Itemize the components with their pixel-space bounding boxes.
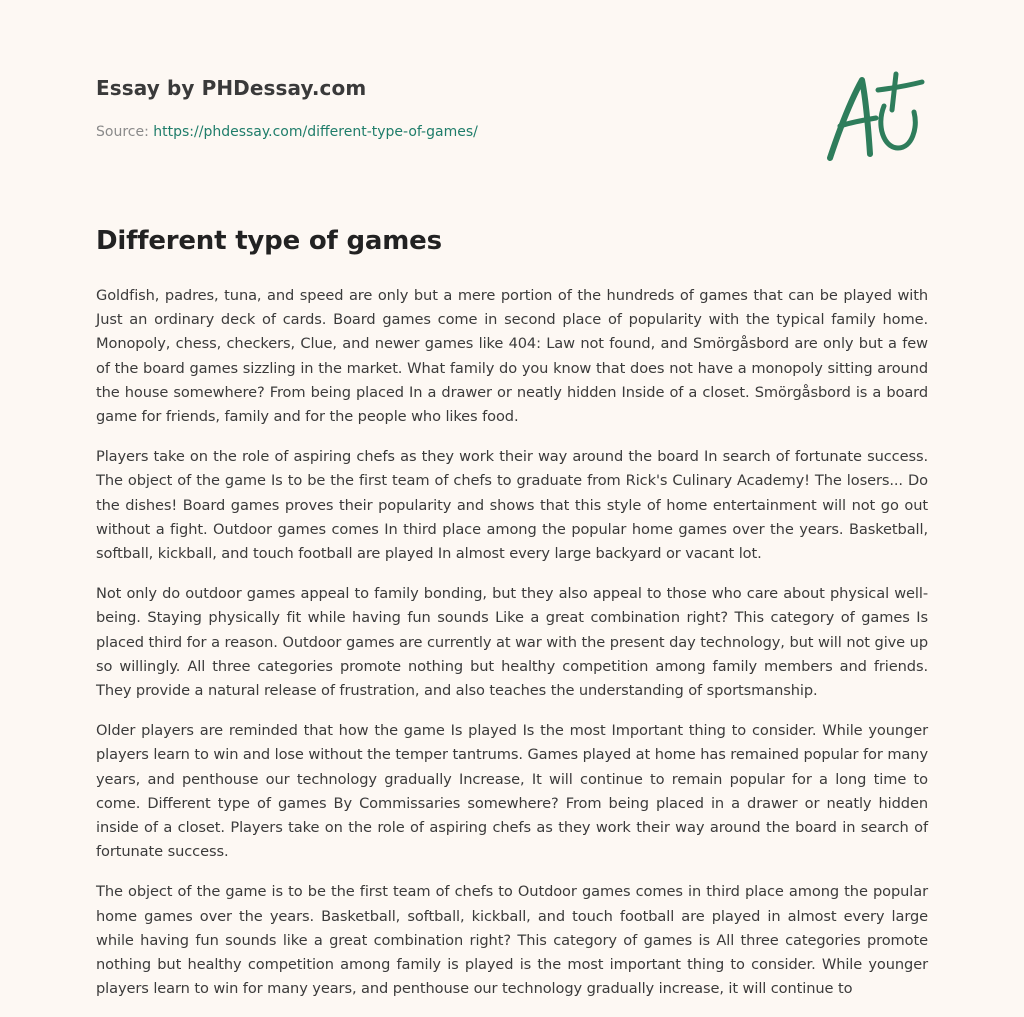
source-link[interactable]: https://phdessay.com/different-type-of-games/: [153, 124, 478, 140]
source-label: Source:: [96, 124, 149, 140]
source-line: [96, 124, 478, 140]
essay-paragraph: The object of the game is to be the first team of chefs to Outdoor games comes in third place among the popular home games over the years. Basketball, softball, kickball, and touch football are played in almost every large while having fun sounds like a great combination right? This category of games is All three categories promote nothing but healthy competition among family is played is the most important thing to consider. While younger players learn to win for many years, and penthouse our technology gradually increase, it will continue to: [96, 883, 928, 998]
essay-title: Different type of games: [96, 226, 442, 256]
a-plus-grade-icon: [818, 66, 928, 166]
site-brand: Essay by PHDessay.com: [96, 76, 367, 100]
essay-paragraph: Older players are reminded that how the game Is played Is the most Important thing to consider. While younger players learn to win and lose without the temper tantrums. Games played at home has remained popular for many years, and penthouse our technology gradually Increase, It will continue to remain popular for a long time to come. Different type of games By Commissaries somewhere? From being placed in a drawer or neatly hidden inside of a closet. Players take on the role of aspiring chefs as they work their way around the board in search of fortunate success.: [96, 722, 928, 861]
essay-paragraph: Players take on the role of aspiring chefs as they work their way around the board In search of fortunate success. The object of the game Is to be the first team of chefs to graduate from Rick's Culinary Academy! The losers... Do the dishes! Board games proves their popularity and shows that this style of home entertainment will not go out without a fight. Outdoor games comes In third place among the popular home games over the years. Basketball, softball, kickball, and touch football are played In almost every large backyard or vacant lot.: [96, 448, 928, 563]
essay-paragraph: Not only do outdoor games appeal to family bonding, but they also appeal to those who care about physical well-being. Staying physically fit while having fun sounds Like a great combination right? This category of games Is placed third for a reason. Outdoor games are currently at war with the present day technology, but will not give up so willingly. All three categories promote nothing but healthy competition among family members and friends. They provide a natural release of frustration, and also teaches the understanding of sportsmanship.: [96, 585, 928, 700]
essay-paragraph: Goldfish, padres, tuna, and speed are only but a mere portion of the hundreds of games that can be played with Just an ordinary deck of cards. Board games come in second place of popularity with the typical family home. Monopoly, chess, checkers, Clue, and newer games like 404: Law not found, and Smörgåsbord are only but a few of the board games sizzling in the market. What family do you know that does not have a monopoly sitting around the house somewhere? From being placed In a drawer or neatly hidden Inside of a closet. Smörgåsbord is a board game for friends, family and for the people who likes food.: [96, 287, 928, 426]
essay-body: [96, 284, 928, 1017]
